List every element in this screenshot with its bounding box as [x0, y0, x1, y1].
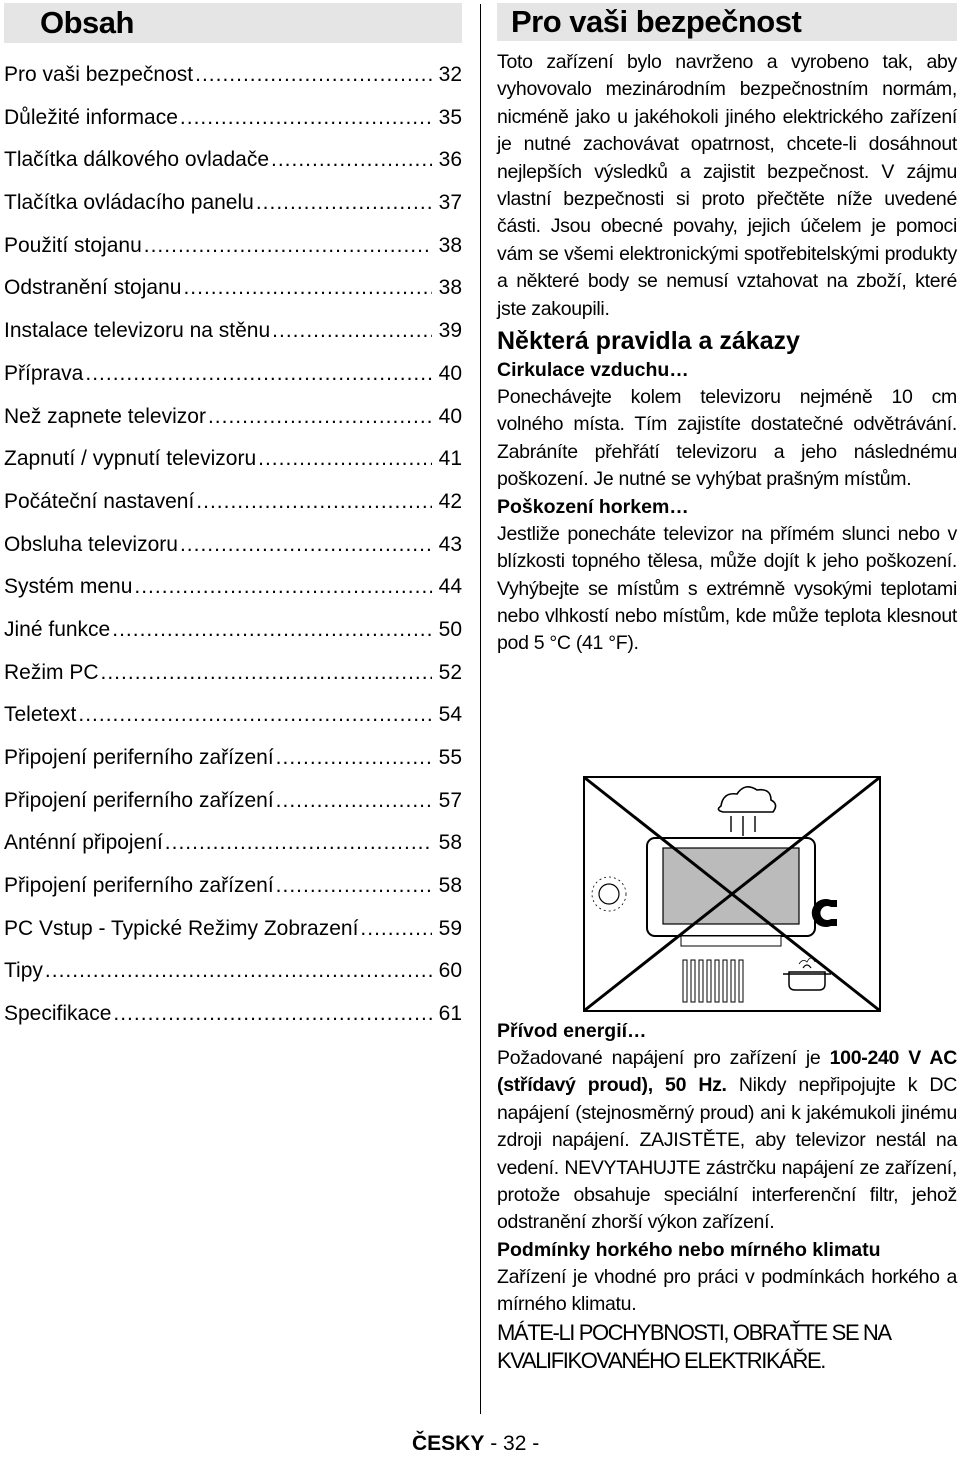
toc-dot-leader	[180, 106, 432, 130]
toc-entry[interactable]	[4, 405, 462, 448]
page-footer	[412, 1432, 539, 1456]
toc-dot-leader	[144, 234, 432, 258]
power-text	[497, 1045, 957, 1237]
toc-entry[interactable]	[4, 831, 462, 874]
column-divider	[480, 4, 481, 1414]
toc-entry[interactable]	[4, 789, 462, 832]
toc-dot-leader	[113, 1002, 432, 1026]
toc-entry-title: Obsluha televizoru	[4, 532, 178, 556]
toc-dot-leader	[45, 959, 432, 983]
toc-entry-page: 32	[438, 63, 462, 86]
toc-entry-title: Připojení periferního zařízení	[4, 746, 274, 769]
radiator-icon	[683, 960, 743, 1002]
doubt-notice: MÁTE-LI POCHYBNOSTI, OBRAŤTE SE NA KVALIFIKOVANÉHO ELEKTRIKÁŘE.	[497, 1319, 890, 1373]
toc-entry[interactable]	[4, 490, 462, 533]
rain-cloud-icon	[718, 787, 775, 836]
safety-column-lower	[497, 1018, 957, 1375]
toc-entry-title: Připojení periferního zařízení	[4, 788, 274, 812]
toc-dot-leader	[276, 746, 432, 770]
cooking-pot-icon	[783, 958, 831, 990]
toc-entry-page: 50	[438, 617, 462, 641]
toc-entry-page: 37	[438, 191, 462, 215]
toc-entry[interactable]	[4, 959, 462, 1002]
toc-entry[interactable]	[4, 106, 462, 149]
toc-entry-page: 52	[438, 660, 462, 684]
toc-entry-title: Než zapnete televizor	[4, 404, 206, 428]
toc-dot-leader	[196, 490, 432, 514]
toc-entry-title: Připojení periferního zařízení	[4, 874, 274, 898]
toc-entry-title: Teletext	[4, 703, 77, 727]
toc-entry-title: Tlačítka ovládacího panelu	[4, 191, 254, 215]
safety-title: Pro vaši bezpečnost	[511, 4, 802, 39]
toc-entry-title: Počáteční nastavení	[4, 489, 195, 513]
toc-dot-leader	[272, 319, 432, 343]
toc-dot-leader	[78, 703, 432, 727]
power-spec: 100-240 V AC (střídavý proud), 50 Hz.	[497, 1047, 957, 1097]
toc-entry-page: 40	[438, 361, 462, 385]
toc-entry-page: 61	[438, 1002, 462, 1026]
toc-entry-page: 41	[438, 447, 462, 471]
air-text: Ponechávejte kolem televizoru nejméně 10 cm volného místa. Tím zajistíte dostatečné odvětrávání. Zabráníte přehřátí televizoru a jeho následnému poškození. Je nutné se vyhýbat prašným místům.	[497, 386, 957, 491]
climate-heading: Podmínky horkého nebo mírného klimatu	[497, 1238, 881, 1261]
toc-entry-page: 59	[438, 916, 462, 940]
toc-header	[4, 3, 462, 43]
toc-entry-page: 38	[438, 276, 462, 300]
toc-entry-page: 43	[438, 532, 462, 556]
toc-dot-leader	[276, 789, 432, 813]
toc-entry-title: Tlačítka dálkového ovladače	[4, 148, 269, 172]
toc-dot-leader	[360, 917, 432, 941]
toc-entry-title: PC Vstup - Typické Režimy Zobrazení	[4, 916, 359, 940]
toc-entry[interactable]	[4, 234, 462, 277]
toc-entry[interactable]	[4, 618, 462, 661]
toc-entry-page: 55	[438, 746, 462, 769]
toc-entry[interactable]	[4, 447, 462, 490]
toc-entry[interactable]	[4, 319, 462, 362]
toc-entry[interactable]	[4, 63, 462, 106]
toc-entry-title: Anténní připojení	[4, 831, 163, 855]
toc-dot-leader	[165, 831, 432, 855]
sun-icon	[592, 877, 626, 911]
safety-intro: Toto zařízení bylo navrženo a vyrobeno tak, aby vyhovovalo mezinárodním bezpečnostním normám, nicméně jako u jakéhokoli jiného elektrického zařízení je nutné zachovávat opatrnost, chcete-li dosáhnout nejlepších výsledků a zajistit bezpečnost. V zájmu vlastní bezpečnosti si proto přečtěte níže uvedené části. Jsou obecné povahy, jejich účelem je pomoci vám se všemi elektronickými spotřebitelskými produkty a některé body se nemusí vztahovat na zboží, které jste zakoupili.	[497, 51, 957, 320]
toc-entry[interactable]	[4, 148, 462, 191]
footer-language: ČESKY	[412, 1432, 485, 1455]
heat-heading: Poškození horkem…	[497, 495, 689, 518]
toc-entry-page: 40	[438, 404, 462, 428]
toc-dot-leader	[195, 63, 432, 87]
toc-entry-page: 58	[438, 831, 462, 855]
toc-dot-leader	[134, 575, 432, 599]
toc-dot-leader	[101, 661, 432, 685]
toc-entry-title: Jiné funkce	[4, 617, 111, 641]
toc-entry-title: Odstranění stojanu	[4, 276, 182, 300]
toc-dot-leader	[85, 362, 432, 386]
toc-entry-page: 60	[438, 959, 462, 983]
safety-column	[497, 3, 957, 658]
toc-dot-leader	[271, 148, 432, 172]
power-heading: Přívod energií…	[497, 1020, 647, 1042]
toc-column	[4, 3, 462, 1026]
toc-entry-page: 36	[438, 148, 462, 172]
toc-entry-title: Specifikace	[4, 1002, 112, 1026]
toc-entry-page: 57	[438, 788, 462, 812]
toc-title: Obsah	[40, 5, 134, 40]
toc-entry[interactable]	[4, 874, 462, 917]
toc-entry-title: Důležité informace	[4, 105, 178, 129]
power-text-a: Požadované napájení pro zařízení je	[497, 1047, 830, 1069]
toc-entry-title: Systém menu	[4, 575, 133, 599]
toc-dot-leader	[276, 874, 432, 898]
toc-entry-title: Zapnutí / vypnutí televizoru	[4, 447, 257, 471]
toc-dot-leader	[112, 618, 432, 642]
toc-dot-leader	[180, 533, 432, 557]
toc-entry[interactable]	[4, 191, 462, 234]
toc-entry-page: 58	[438, 874, 462, 898]
toc-entry-page: 39	[438, 319, 462, 343]
toc-entry-page: 44	[438, 575, 462, 599]
toc-entry-page: 42	[438, 489, 462, 513]
climate-text: Zařízení je vhodné pro práci v podmínkách horkého a mírného klimatu.	[497, 1265, 957, 1316]
toc-entry[interactable]	[4, 917, 462, 960]
toc-entry-title: Pro vaši bezpečnost	[4, 63, 194, 86]
toc-entry[interactable]	[4, 575, 462, 618]
toc-entry-title: Příprava	[4, 361, 84, 385]
toc-entry[interactable]	[4, 703, 462, 746]
toc-entry-page: 35	[438, 105, 462, 129]
toc-entry[interactable]	[4, 276, 462, 319]
toc-entry-page: 38	[438, 233, 462, 257]
toc-list	[4, 63, 462, 1045]
footer-page-number: - 32 -	[490, 1432, 540, 1455]
heat-text: Jestliže ponecháte televizor na přímém slunci nebo v blízkosti topného tělesa, může dojít k jeho poškození. Vyhýbejte se místům s extrémně vysokými teplotami nebo vlhkostí nebo místům, kde může teplota klesnout pod 5 °C (41 °F).	[497, 522, 957, 655]
toc-dot-leader	[258, 447, 432, 471]
toc-entry[interactable]	[4, 661, 462, 704]
safety-header	[497, 3, 957, 41]
toc-entry[interactable]	[4, 533, 462, 576]
toc-entry-title: Instalace televizoru na stěnu	[4, 319, 271, 343]
toc-entry-title: Použití stojanu	[4, 233, 142, 257]
toc-dot-leader	[183, 276, 432, 300]
rules-heading: Některá pravidla a zákazy	[497, 327, 800, 356]
toc-entry-title: Režim PC	[4, 660, 99, 684]
toc-entry[interactable]	[4, 362, 462, 405]
air-heading: Cirkulace vzduchu…	[497, 359, 689, 382]
toc-dot-leader	[208, 405, 432, 429]
tv-hazard-illustration	[583, 776, 881, 1012]
power-text-b: Nikdy nepřipojujte k DC napájení (stejnosměrný proud) ani k jakémukoli jinému zdroji napájení. ZAJISTĚTE, aby televizor nestál na vedení. NEVYTAHUJTE zástrčku napájení ze zařízení, protože obsahuje speciální interferenční filtr, jehož odstranění zhorší výkon zařízení.	[497, 1074, 957, 1234]
toc-entry[interactable]	[4, 1002, 462, 1045]
toc-entry[interactable]	[4, 746, 462, 789]
toc-entry-page: 54	[438, 703, 462, 727]
toc-dot-leader	[256, 191, 432, 215]
toc-entry-title: Tipy	[4, 959, 43, 983]
